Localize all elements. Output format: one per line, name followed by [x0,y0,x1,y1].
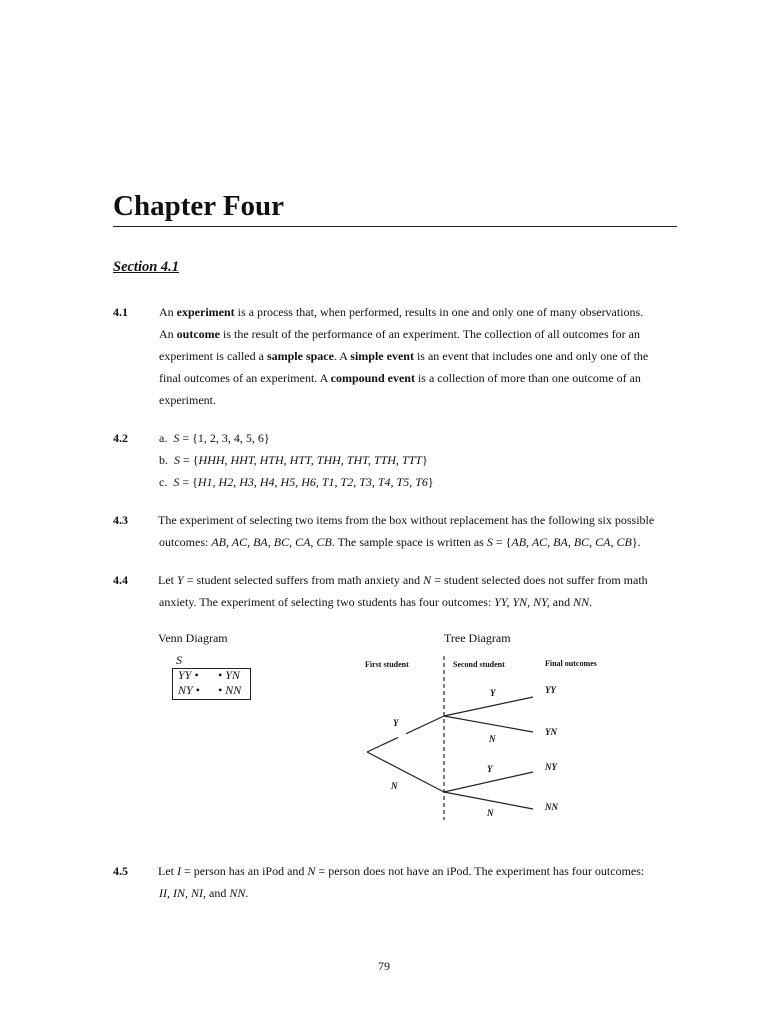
page-number: 79 [378,959,390,973]
tree-label-second-n-top: N [489,734,496,744]
problem-number-4-1: 4.1 [113,305,128,319]
tree-diagram-caption: Tree Diagram [444,631,511,645]
problem-number-4-4: 4.4 [113,573,128,587]
tree-label-second-y-top: Y [490,688,496,698]
tree-outcome-ny: NY [545,762,557,772]
venn-outcome-ny: NY • [178,683,200,697]
problem-4-1-line-1: An experiment is a process that, when performed, results in one and only one of many observations. [159,305,644,319]
tree-branch-yy [444,697,533,716]
problem-4-1-line-2: An outcome is the result of the performance of an experiment. The collection of all outcomes for an [159,327,640,341]
tree-label-gap [398,731,406,738]
problem-4-5-line-1: Let I = person has an iPod and N = person does not have an iPod. The experiment has four outcomes: [158,864,645,878]
venn-outcome-yy: YY • [178,668,199,682]
problem-4-3-line-2: outcomes: AB, AC, BA, BC, CA, CB. The sample space is written as S = {AB, AC, BA, BC, CA, CB}. [159,535,641,549]
problem-4-5-line-2: II, IN, NI, and NN. [159,886,249,900]
tree-branch-ny [444,772,533,792]
problem-4-3-line-1: The experiment of selecting two items from the box without replacement has the following six possible [158,513,655,527]
venn-diagram-caption: Venn Diagram [158,631,228,645]
problem-number-4-5: 4.5 [113,864,128,878]
venn-set-label: S [176,653,182,667]
problem-number-4-3: 4.3 [113,513,128,527]
venn-outcome-yn: • YN [218,668,240,682]
chapter-title: Chapter Four [113,190,285,222]
problem-4-2-item-a: a. S = {1, 2, 3, 4, 5, 6} [159,431,270,445]
problem-4-1-line-3: experiment is called a sample space. A simple event is an event that includes one and only one of the [159,349,649,363]
problem-number-4-2: 4.2 [113,431,128,445]
tree-label-second-y-bottom: Y [487,764,493,774]
tree-column-first-student: First student [365,660,409,669]
problem-4-2-item-c: c. S = {H1, H2, H3, H4, H5, H6, T1, T2, T3, T4, T5, T6} [159,475,434,489]
problem-4-2-item-b: b. S = {HHH, HHT, HTH, HTT, THH, THT, TTH, TTT} [159,453,428,467]
problem-4-1-line-4: final outcomes of an experiment. A compound event is a collection of more than one outcome of an [159,371,641,385]
tree-branch-nn [444,792,533,809]
tree-outcome-yy: YY [545,685,556,695]
venn-outcome-nn: • NN [218,683,242,697]
tree-branch-first-n [367,752,444,792]
tree-branch-yn [444,716,533,732]
tree-label-first-n: N [391,781,398,791]
problem-4-4-line-2: anxiety. The experiment of selecting two students has four outcomes: YY, YN, NY, and NN. [159,595,593,609]
problem-4-1-line-5: experiment. [159,393,216,407]
tree-label-first-y: Y [393,718,399,728]
tree-outcome-yn: YN [545,727,557,737]
tree-label-second-n-bottom: N [487,808,494,818]
problem-4-4-line-1: Let Y = student selected suffers from math anxiety and N = student selected does not suffer from math [158,573,648,587]
tree-outcome-nn: NN [545,802,558,812]
section-heading: Section 4.1 [113,259,180,275]
tree-column-second-student: Second student [453,660,505,669]
tree-column-final-outcomes: Final outcomes [545,659,597,668]
